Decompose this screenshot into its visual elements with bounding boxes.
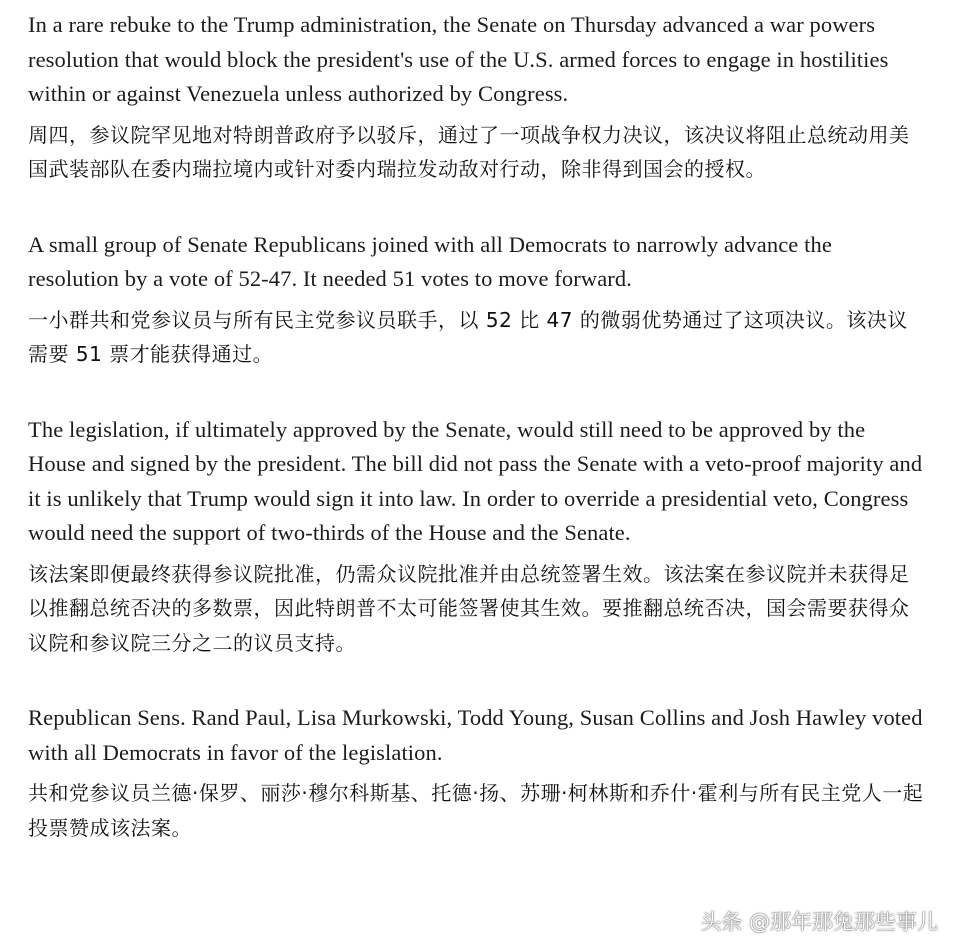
english-paragraph: A small group of Senate Republicans joined with all Democrats to narrowly advance the resolution by a vote of 52-47. It needed 51 votes to move forward. [28,231,832,291]
chinese-translation: 共和党参议员兰德·保罗、丽莎·穆尔科斯基、托德·扬、苏珊·柯林斯和乔什·霍利与所有民主党人一起投票赞成该法案。 [28,781,924,840]
paragraph-block [28,701,928,845]
english-paragraph: Republican Sens. Rand Paul, Lisa Murkowski, Todd Young, Susan Collins and Josh Hawley voted with all Democrats in favor of the legislation. [28,705,923,765]
paragraph-block [28,8,928,187]
chinese-translation: 该法案即便最终获得参议院批准，仍需众议院批准并由总统签署生效。该法案在参议院并未获得足以推翻总统否决的多数票，因此特朗普不太可能签署使其生效。要推翻总统否决，国会需要获得众议院和参议院三分之二的议员支持。 [28,561,910,655]
chinese-translation: 一小群共和党参议员与所有民主党参议员联手，以 52 比 47 的微弱优势通过了这项决议。该决议需要 51 票才能获得通过。 [28,307,908,366]
english-paragraph: The legislation, if ultimately approved by the Senate, would still need to be approved by the House and signed by the president. The bill did not pass the Senate with a veto-proof majority and it is unlikely that Trump would sign it into law. In order to override a presidential veto, Congress would need the support of two-thirds of the House and the Senate. [28,416,923,545]
paragraph-block [28,228,928,372]
chinese-translation: 周四，参议院罕见地对特朗普政府予以驳斥，通过了一项战争权力决议，该决议将阻止总统动用美国武装部队在委内瑞拉境内或针对委内瑞拉发动敌对行动，除非得到国会的授权。 [28,122,910,181]
article-body [28,8,928,886]
watermark: 头条 @那年那兔那些事儿 [700,910,938,934]
english-paragraph: In a rare rebuke to the Trump administration, the Senate on Thursday advanced a war powers resolution that would block the president's use of the U.S. armed forces to engage in hostilities within or against Venezuela unless authorized by Congress. [28,12,889,106]
paragraph-block [28,413,928,661]
